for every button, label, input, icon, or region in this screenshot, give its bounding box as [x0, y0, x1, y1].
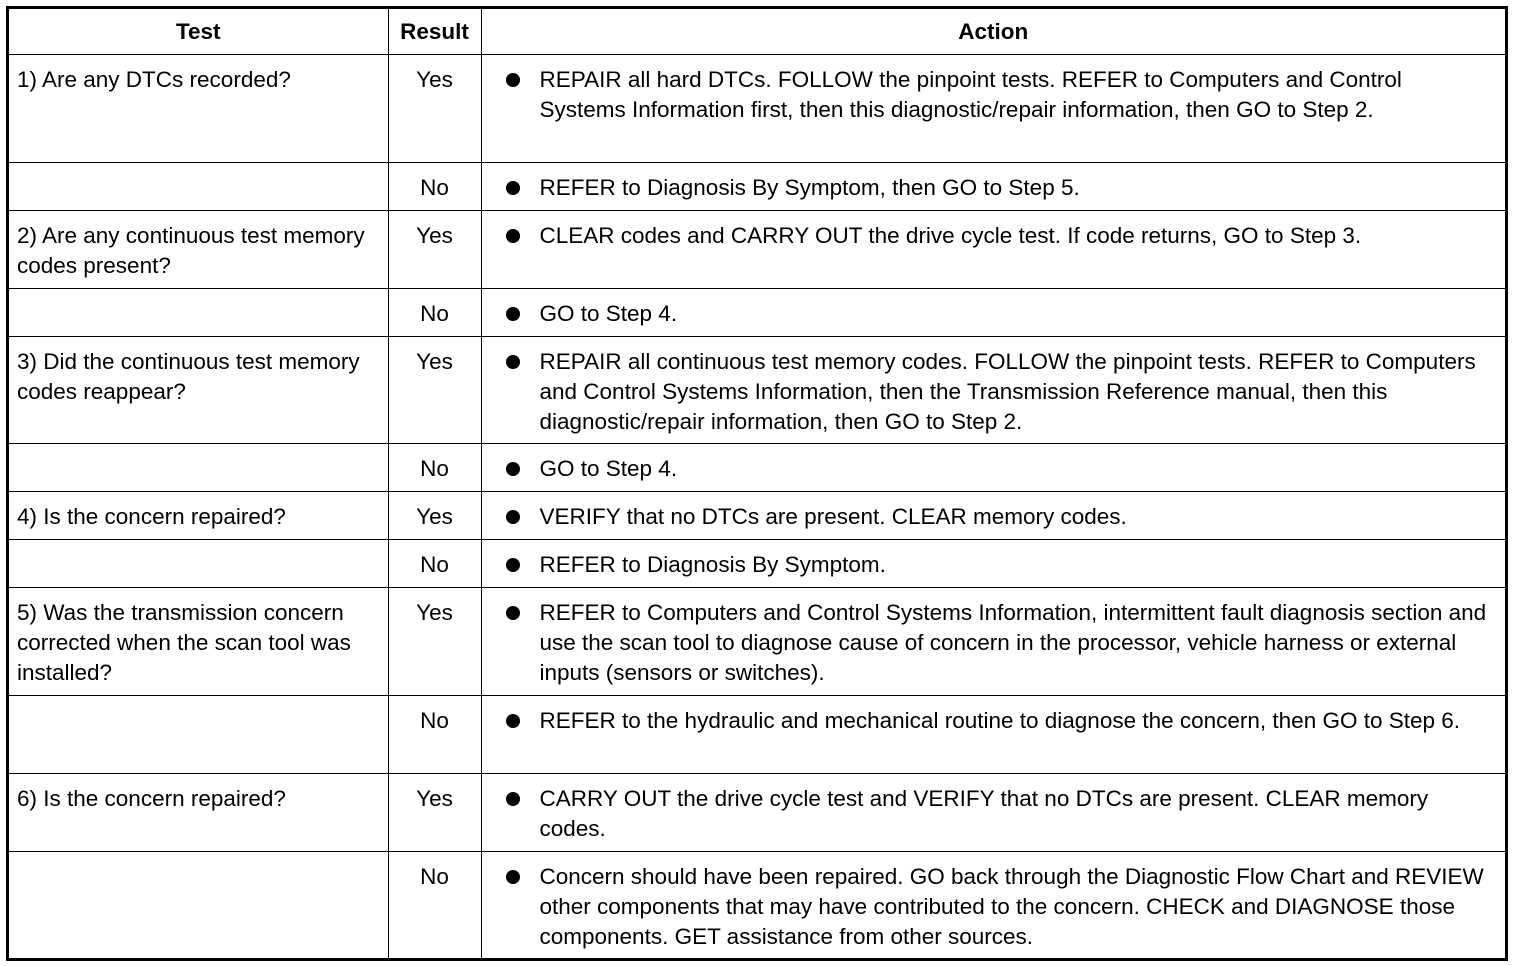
result-cell: No [388, 444, 481, 492]
result-cell: No [388, 289, 481, 337]
header-row [9, 9, 1505, 55]
result-cell: Yes [388, 211, 481, 289]
bullet-icon [506, 307, 520, 321]
test-cell: 1) Are any DTCs recorded? [9, 55, 388, 163]
action-text: REFER to Computers and Control Systems Information, intermittent fault diagnosis section and use the scan tool to diagnose cause of concern in the processor, vehicle harness or external inputs (sensors or switches). [539, 600, 1487, 685]
bullet-icon [506, 792, 520, 806]
bullet-icon [506, 870, 520, 884]
test-cell [9, 540, 388, 588]
header-action: Action [481, 9, 1505, 55]
action-cell [481, 163, 1505, 211]
result-cell: No [388, 163, 481, 211]
action-cell [481, 444, 1505, 492]
action-text: REPAIR all continuous test memory codes. FOLLOW the pinpoint tests. REFER to Computers and Control Systems Information, then the Transmission Reference manual, then this diagnostic/repair information, then GO to Step 2. [539, 349, 1476, 434]
action-cell [481, 696, 1505, 774]
test-cell [9, 163, 388, 211]
bullet-icon [506, 462, 520, 476]
action-text: REFER to Diagnosis By Symptom, then GO to Step 5. [539, 175, 1080, 200]
table-row [9, 444, 1505, 492]
bullet-icon [506, 606, 520, 620]
action-cell [481, 540, 1505, 588]
test-cell: 4) Is the concern repaired? [9, 492, 388, 540]
diagnostic-table-frame [6, 6, 1508, 961]
result-cell: No [388, 852, 481, 959]
action-text: REPAIR all hard DTCs. FOLLOW the pinpoint tests. REFER to Computers and Control Systems Information first, then this diagnostic/repair information, then GO to Step 2. [539, 67, 1402, 122]
header-test: Test [9, 9, 388, 55]
action-text: CLEAR codes and CARRY OUT the drive cycle test. If code returns, GO to Step 3. [539, 223, 1362, 248]
table-row [9, 696, 1505, 774]
action-text: REFER to the hydraulic and mechanical routine to diagnose the concern, then GO to Step 6. [539, 708, 1461, 733]
result-cell: Yes [388, 55, 481, 163]
test-cell: 3) Did the continuous test memory codes reappear? [9, 337, 388, 444]
action-text: GO to Step 4. [539, 456, 678, 481]
table-row [9, 337, 1505, 444]
action-cell [481, 774, 1505, 852]
action-cell [481, 492, 1505, 540]
table-row [9, 55, 1505, 163]
result-cell: Yes [388, 492, 481, 540]
test-cell [9, 289, 388, 337]
result-cell: Yes [388, 588, 481, 696]
test-cell: 5) Was the transmission concern corrected when the scan tool was installed? [9, 588, 388, 696]
result-cell: No [388, 540, 481, 588]
action-text: GO to Step 4. [539, 301, 678, 326]
test-cell [9, 852, 388, 959]
table-row [9, 211, 1505, 289]
bullet-icon [506, 181, 520, 195]
bullet-icon [506, 355, 520, 369]
result-cell: No [388, 696, 481, 774]
table-row [9, 492, 1505, 540]
table-row [9, 289, 1505, 337]
bullet-icon [506, 73, 520, 87]
action-text: Concern should have been repaired. GO back through the Diagnostic Flow Chart and REVIEW other components that may have contributed to the concern. CHECK and DIAGNOSE those components. GET assistance from other sources. [539, 864, 1484, 949]
table-row [9, 588, 1505, 696]
test-cell: 6) Is the concern repaired? [9, 774, 388, 852]
bullet-icon [506, 229, 520, 243]
action-text: VERIFY that no DTCs are present. CLEAR memory codes. [539, 504, 1127, 529]
test-cell [9, 696, 388, 774]
bullet-icon [506, 558, 520, 572]
action-cell [481, 55, 1505, 163]
table-row [9, 163, 1505, 211]
result-cell: Yes [388, 774, 481, 852]
action-cell [481, 588, 1505, 696]
action-text: CARRY OUT the drive cycle test and VERIFY that no DTCs are present. CLEAR memory codes. [539, 786, 1429, 841]
result-cell: Yes [388, 337, 481, 444]
table-row [9, 540, 1505, 588]
action-text: REFER to Diagnosis By Symptom. [539, 552, 886, 577]
header-result: Result [388, 9, 481, 55]
bullet-icon [506, 714, 520, 728]
action-cell [481, 852, 1505, 959]
action-cell [481, 337, 1505, 444]
action-cell [481, 211, 1505, 289]
test-cell [9, 444, 388, 492]
action-cell [481, 289, 1505, 337]
table-row [9, 774, 1505, 852]
test-cell: 2) Are any continuous test memory codes present? [9, 211, 388, 289]
diagnostic-table [9, 9, 1505, 958]
bullet-icon [506, 510, 520, 524]
table-row [9, 852, 1505, 959]
